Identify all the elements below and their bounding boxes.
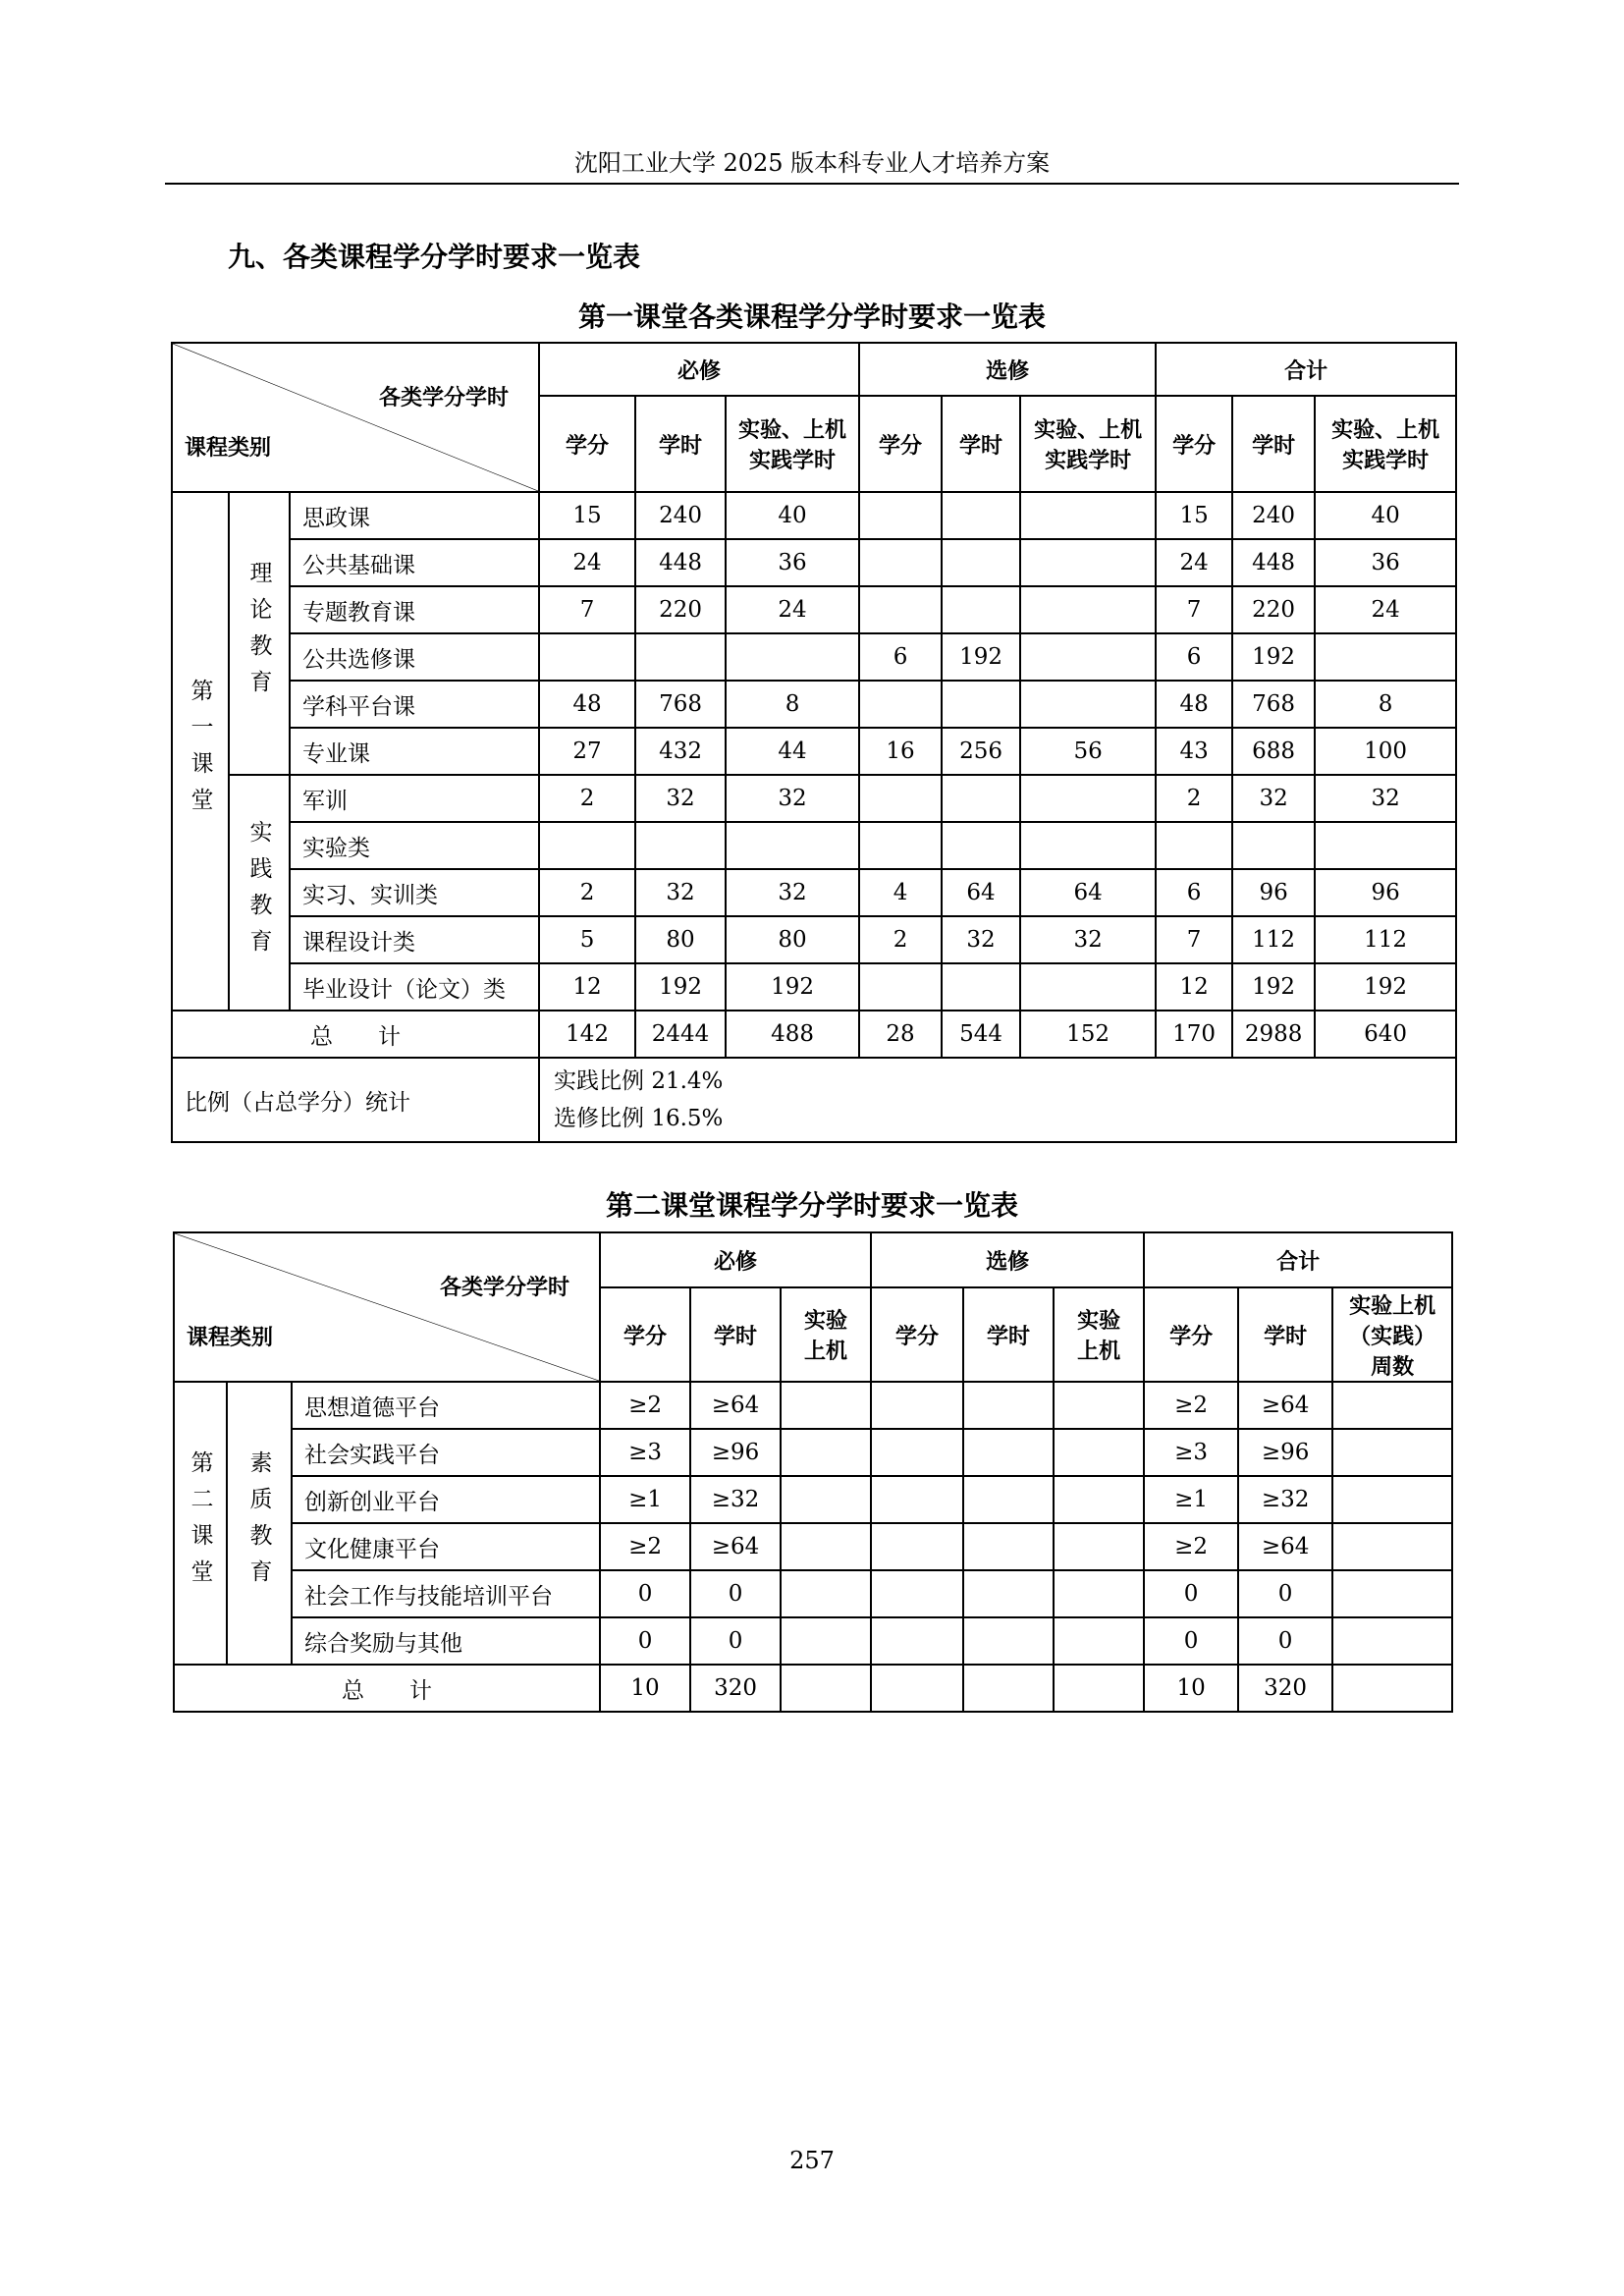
table-row (172, 775, 1456, 822)
table-row (172, 963, 1456, 1011)
data-cell: 2 (539, 869, 635, 916)
column-header: 学分 (859, 396, 942, 492)
data-cell: 0 (1238, 1570, 1332, 1617)
data-cell (859, 586, 942, 633)
data-cell (859, 822, 942, 869)
data-cell: 768 (1232, 681, 1315, 728)
data-cell (781, 1429, 871, 1476)
data-cell (1332, 1617, 1452, 1665)
data-cell: 240 (635, 492, 726, 539)
data-cell (871, 1570, 963, 1617)
category-cell: 第二课堂 (174, 1382, 227, 1665)
table1-title: 第一课堂各类课程学分学时要求一览表 (577, 301, 1046, 333)
group-header: 合计 (1144, 1232, 1452, 1287)
diag-bottom-label: 课程类别 (187, 1326, 274, 1350)
data-cell (942, 963, 1020, 1011)
data-cell (942, 775, 1020, 822)
column-header: 学时 (963, 1287, 1054, 1382)
column-header: 实验上机 （实践） 周数 (1332, 1287, 1452, 1382)
column-header: 学时 (1238, 1287, 1332, 1382)
data-cell: 80 (635, 916, 726, 963)
data-cell: 32 (942, 916, 1020, 963)
total-cell: 28 (859, 1011, 942, 1058)
data-cell (1054, 1523, 1144, 1570)
data-cell: ≥2 (600, 1523, 690, 1570)
data-cell: ≥2 (600, 1382, 690, 1429)
group-header: 合计 (1156, 343, 1456, 396)
data-cell: 15 (539, 492, 635, 539)
data-cell: 2 (859, 916, 942, 963)
data-cell: 80 (726, 916, 859, 963)
data-cell (781, 1523, 871, 1570)
table-row (172, 633, 1456, 681)
data-cell (859, 681, 942, 728)
data-cell: 7 (1156, 586, 1232, 633)
table-row (174, 1570, 1452, 1617)
data-cell: 768 (635, 681, 726, 728)
diag-top-label: 各类学分学时 (379, 386, 510, 410)
data-cell: 12 (539, 963, 635, 1011)
data-cell: 0 (690, 1570, 781, 1617)
data-cell (1054, 1382, 1144, 1429)
data-cell (1020, 539, 1156, 586)
data-cell: 56 (1020, 728, 1156, 775)
data-cell: 32 (635, 869, 726, 916)
data-cell (635, 633, 726, 681)
data-cell: 64 (942, 869, 1020, 916)
table-row (172, 586, 1456, 633)
data-cell: 32 (726, 869, 859, 916)
data-cell (1332, 1523, 1452, 1570)
total-cell (1054, 1665, 1144, 1712)
total-cell: 10 (1144, 1665, 1238, 1712)
data-cell: ≥1 (1144, 1476, 1238, 1523)
data-cell (1232, 822, 1315, 869)
data-cell: 112 (1232, 916, 1315, 963)
data-cell: 44 (726, 728, 859, 775)
column-header: 学分 (1156, 396, 1232, 492)
data-cell (781, 1476, 871, 1523)
data-cell: 4 (859, 869, 942, 916)
data-cell (1054, 1429, 1144, 1476)
data-cell: 48 (1156, 681, 1232, 728)
data-cell: 7 (539, 586, 635, 633)
data-cell (859, 492, 942, 539)
data-cell (1020, 681, 1156, 728)
data-cell: 112 (1315, 916, 1456, 963)
data-cell: 24 (1315, 586, 1456, 633)
data-cell: 8 (726, 681, 859, 728)
data-cell: 0 (600, 1570, 690, 1617)
course-name: 专业课 (290, 728, 539, 775)
course-name: 实验类 (290, 822, 539, 869)
data-cell: 220 (1232, 586, 1315, 633)
data-cell (781, 1617, 871, 1665)
diagonal-header-cell (172, 343, 539, 492)
table-row (174, 1382, 1452, 1429)
data-cell (942, 822, 1020, 869)
data-cell: 192 (635, 963, 726, 1011)
total-cell: 544 (942, 1011, 1020, 1058)
data-cell: 24 (1156, 539, 1232, 586)
data-cell (963, 1429, 1054, 1476)
data-cell (1332, 1476, 1452, 1523)
total-cell: 10 (600, 1665, 690, 1712)
page-number: 257 (789, 2147, 835, 2174)
total-row (172, 1011, 1456, 1058)
data-cell (859, 775, 942, 822)
data-cell: 7 (1156, 916, 1232, 963)
total-cell: 2988 (1232, 1011, 1315, 1058)
data-cell: 27 (539, 728, 635, 775)
platform-name: 社会实践平台 (292, 1429, 600, 1476)
data-cell: 240 (1232, 492, 1315, 539)
total-label: 总 计 (174, 1665, 600, 1712)
data-cell (963, 1523, 1054, 1570)
data-cell: 16 (859, 728, 942, 775)
data-cell: 192 (1315, 963, 1456, 1011)
data-cell (1156, 822, 1232, 869)
course-name: 课程设计类 (290, 916, 539, 963)
data-cell (859, 539, 942, 586)
data-cell (1020, 633, 1156, 681)
data-cell (1332, 1382, 1452, 1429)
data-cell: 12 (1156, 963, 1232, 1011)
data-cell (963, 1617, 1054, 1665)
data-cell: 688 (1232, 728, 1315, 775)
table-row (172, 539, 1456, 586)
total-cell: 142 (539, 1011, 635, 1058)
data-cell (871, 1476, 963, 1523)
data-cell (1054, 1570, 1144, 1617)
data-cell: 2 (1156, 775, 1232, 822)
data-cell (726, 822, 859, 869)
total-cell (1332, 1665, 1452, 1712)
data-cell: ≥64 (690, 1523, 781, 1570)
section-title: 九、各类课程学分学时要求一览表 (228, 241, 641, 273)
data-cell (726, 633, 859, 681)
data-cell: 192 (942, 633, 1020, 681)
ratio-label: 比例（占总学分）统计 (172, 1058, 539, 1142)
data-cell (871, 1617, 963, 1665)
course-name: 公共选修课 (290, 633, 539, 681)
data-cell: ≥32 (690, 1476, 781, 1523)
data-cell: 2 (539, 775, 635, 822)
data-cell (1054, 1476, 1144, 1523)
column-header: 学时 (942, 396, 1020, 492)
course-name: 实习、实训类 (290, 869, 539, 916)
data-cell: 24 (539, 539, 635, 586)
data-cell (942, 681, 1020, 728)
data-cell (1020, 963, 1156, 1011)
data-cell (963, 1476, 1054, 1523)
data-cell: 40 (726, 492, 859, 539)
group-header: 必修 (539, 343, 859, 396)
data-cell: 192 (1232, 963, 1315, 1011)
data-cell: 36 (1315, 539, 1456, 586)
data-cell: 32 (726, 775, 859, 822)
page-header: 沈阳工业大学 2025 版本科专业人才培养方案 (165, 145, 1459, 185)
table-row (172, 492, 1456, 539)
data-cell (963, 1382, 1054, 1429)
diag-bottom-label: 课程类别 (185, 436, 272, 461)
data-cell: 0 (600, 1617, 690, 1665)
data-cell: 256 (942, 728, 1020, 775)
data-cell: ≥64 (690, 1382, 781, 1429)
table-row (172, 681, 1456, 728)
diag-top-label: 各类学分学时 (440, 1276, 570, 1300)
data-cell: 6 (1156, 633, 1232, 681)
total-cell: 640 (1315, 1011, 1456, 1058)
data-cell (942, 586, 1020, 633)
data-cell: 48 (539, 681, 635, 728)
total-cell (871, 1665, 963, 1712)
subcategory-cell: 实践教育 (229, 775, 290, 1011)
data-cell (871, 1429, 963, 1476)
column-header: 学分 (871, 1287, 963, 1382)
course-name: 公共基础课 (290, 539, 539, 586)
data-cell: ≥96 (690, 1429, 781, 1476)
data-cell (1020, 775, 1156, 822)
total-cell: 488 (726, 1011, 859, 1058)
group-header: 选修 (871, 1232, 1144, 1287)
data-cell: ≥32 (1238, 1476, 1332, 1523)
data-cell: 6 (1156, 869, 1232, 916)
data-cell: 32 (1315, 775, 1456, 822)
table-row (174, 1429, 1452, 1476)
data-cell: ≥2 (1144, 1523, 1238, 1570)
total-cell: 320 (690, 1665, 781, 1712)
platform-name: 综合奖励与其他 (292, 1617, 600, 1665)
subcategory-cell: 素质教育 (227, 1382, 292, 1665)
total-cell (781, 1665, 871, 1712)
data-cell (1054, 1617, 1144, 1665)
data-cell (781, 1570, 871, 1617)
data-cell: ≥3 (600, 1429, 690, 1476)
data-cell (963, 1570, 1054, 1617)
data-cell: 32 (1232, 775, 1315, 822)
course-name: 军训 (290, 775, 539, 822)
column-header: 实验、上机 实践学时 (1315, 396, 1456, 492)
data-cell: ≥64 (1238, 1382, 1332, 1429)
data-cell: ≥96 (1238, 1429, 1332, 1476)
platform-name: 创新创业平台 (292, 1476, 600, 1523)
data-cell: 100 (1315, 728, 1456, 775)
data-cell: 8 (1315, 681, 1456, 728)
data-cell (1315, 822, 1456, 869)
data-cell: 40 (1315, 492, 1456, 539)
data-cell (781, 1382, 871, 1429)
course-name: 思政课 (290, 492, 539, 539)
data-cell: 64 (1020, 869, 1156, 916)
column-header: 实验、上机 实践学时 (726, 396, 859, 492)
data-cell: 24 (726, 586, 859, 633)
column-header: 学时 (635, 396, 726, 492)
course-name: 毕业设计（论文）类 (290, 963, 539, 1011)
data-cell: 192 (1232, 633, 1315, 681)
column-header: 实验、上机 实践学时 (1020, 396, 1156, 492)
data-cell: ≥2 (1144, 1382, 1238, 1429)
data-cell (1332, 1429, 1452, 1476)
column-header: 学分 (600, 1287, 690, 1382)
table-row (172, 822, 1456, 869)
table1 (171, 342, 1457, 1143)
data-cell: 43 (1156, 728, 1232, 775)
data-cell: 192 (726, 963, 859, 1011)
data-cell (1020, 492, 1156, 539)
data-cell (539, 633, 635, 681)
table-row (172, 728, 1456, 775)
category-cell: 第一课堂 (172, 492, 229, 1011)
subcategory-cell: 理论教育 (229, 492, 290, 775)
ratio-values: 实践比例 21.4% 选修比例 16.5% (539, 1058, 1456, 1142)
data-cell: ≥1 (600, 1476, 690, 1523)
group-header: 必修 (600, 1232, 871, 1287)
platform-name: 社会工作与技能培训平台 (292, 1570, 600, 1617)
data-cell: 5 (539, 916, 635, 963)
column-header: 学分 (1144, 1287, 1238, 1382)
data-cell: 0 (1144, 1570, 1238, 1617)
data-cell (1332, 1570, 1452, 1617)
total-cell (963, 1665, 1054, 1712)
data-cell (871, 1382, 963, 1429)
data-cell (871, 1523, 963, 1570)
table-row (172, 916, 1456, 963)
total-label: 总 计 (172, 1011, 539, 1058)
data-cell (942, 492, 1020, 539)
data-cell: 96 (1232, 869, 1315, 916)
table-row (174, 1476, 1452, 1523)
total-cell: 152 (1020, 1011, 1156, 1058)
data-cell (635, 822, 726, 869)
platform-name: 文化健康平台 (292, 1523, 600, 1570)
data-cell (1020, 822, 1156, 869)
column-header: 学时 (1232, 396, 1315, 492)
data-cell: 36 (726, 539, 859, 586)
data-cell: ≥64 (1238, 1523, 1332, 1570)
data-cell: 0 (1238, 1617, 1332, 1665)
course-name: 学科平台课 (290, 681, 539, 728)
course-name: 专题教育课 (290, 586, 539, 633)
column-header: 学分 (539, 396, 635, 492)
total-cell: 320 (1238, 1665, 1332, 1712)
table-row (174, 1617, 1452, 1665)
data-cell (539, 822, 635, 869)
data-cell: 432 (635, 728, 726, 775)
data-cell: 15 (1156, 492, 1232, 539)
data-cell (1315, 633, 1456, 681)
data-cell: 96 (1315, 869, 1456, 916)
data-cell: 0 (690, 1617, 781, 1665)
data-cell (942, 539, 1020, 586)
data-cell: 0 (1144, 1617, 1238, 1665)
data-cell (859, 963, 942, 1011)
data-cell: 448 (635, 539, 726, 586)
column-header: 学时 (690, 1287, 781, 1382)
data-cell (1020, 586, 1156, 633)
total-row (174, 1665, 1452, 1712)
data-cell: 6 (859, 633, 942, 681)
column-header: 实验 上机 (781, 1287, 871, 1382)
table2 (173, 1231, 1453, 1713)
diagonal-header-cell (174, 1232, 600, 1382)
data-cell: 32 (635, 775, 726, 822)
group-header: 选修 (859, 343, 1156, 396)
total-cell: 170 (1156, 1011, 1232, 1058)
data-cell: ≥3 (1144, 1429, 1238, 1476)
column-header: 实验 上机 (1054, 1287, 1144, 1382)
table-row (172, 869, 1456, 916)
platform-name: 思想道德平台 (292, 1382, 600, 1429)
data-cell: 448 (1232, 539, 1315, 586)
ratio-row (172, 1058, 1456, 1142)
table-row (174, 1523, 1452, 1570)
data-cell: 220 (635, 586, 726, 633)
data-cell: 32 (1020, 916, 1156, 963)
table2-title: 第二课堂课程学分学时要求一览表 (605, 1189, 1018, 1222)
total-cell: 2444 (635, 1011, 726, 1058)
